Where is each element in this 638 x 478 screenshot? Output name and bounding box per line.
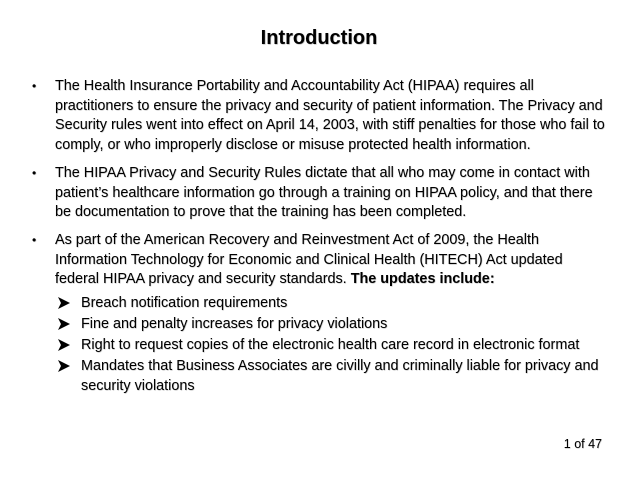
bullet-dot-icon: • — [32, 233, 37, 247]
bullet-item-training — [32, 164, 607, 223]
bullet-text-regular: As part of the American Recovery and Reinvestment Act of 2009, the Health Information Technology for Economic and Clinical Health (HITECH) Act updated federal HIPAA privacy and security standards. — [55, 232, 563, 287]
update-item — [57, 357, 617, 396]
update-item — [57, 336, 617, 356]
bullet-dot-icon: • — [32, 79, 37, 93]
arrow-bullet-icon — [57, 296, 71, 310]
bullet-text: The HIPAA Privacy and Security Rules dictate that all who may come in contact with patient’s healthcare information go through a training on HIPAA policy, and that there be documentation to prove that the training has been completed. — [55, 165, 593, 220]
arrow-bullet-icon — [57, 317, 71, 331]
bullet-text-bold: The updates include: — [350, 271, 495, 287]
update-text: Breach notification requirements — [81, 295, 288, 311]
update-text: Fine and penalty increases for privacy violations — [81, 316, 388, 332]
bullet-item-hitech — [32, 231, 607, 290]
page-number: 1 of 47 — [563, 437, 602, 451]
update-item — [57, 294, 617, 314]
arrow-bullet-icon — [57, 359, 71, 373]
bullet-text: The Health Insurance Portability and Accountability Act (HIPAA) requires all practitioners to ensure the privacy and security of patient information. The Privacy and Security rules went into effect on April 14, 2003, with stiff penalties for those who fail to comply, or who improperly disclose or misuse protected health information. — [55, 78, 605, 153]
slide-title: Introduction — [260, 27, 378, 49]
update-text: Right to request copies of the electronic health care record in electronic format — [81, 337, 580, 353]
bullet-dot-icon: • — [32, 166, 37, 180]
update-item — [57, 315, 617, 335]
bullet-text — [55, 231, 607, 290]
bullet-item-hipaa-overview — [32, 77, 607, 155]
arrow-bullet-icon — [57, 338, 71, 352]
update-text: Mandates that Business Associates are civilly and criminally liable for privacy and security violations — [81, 358, 599, 394]
